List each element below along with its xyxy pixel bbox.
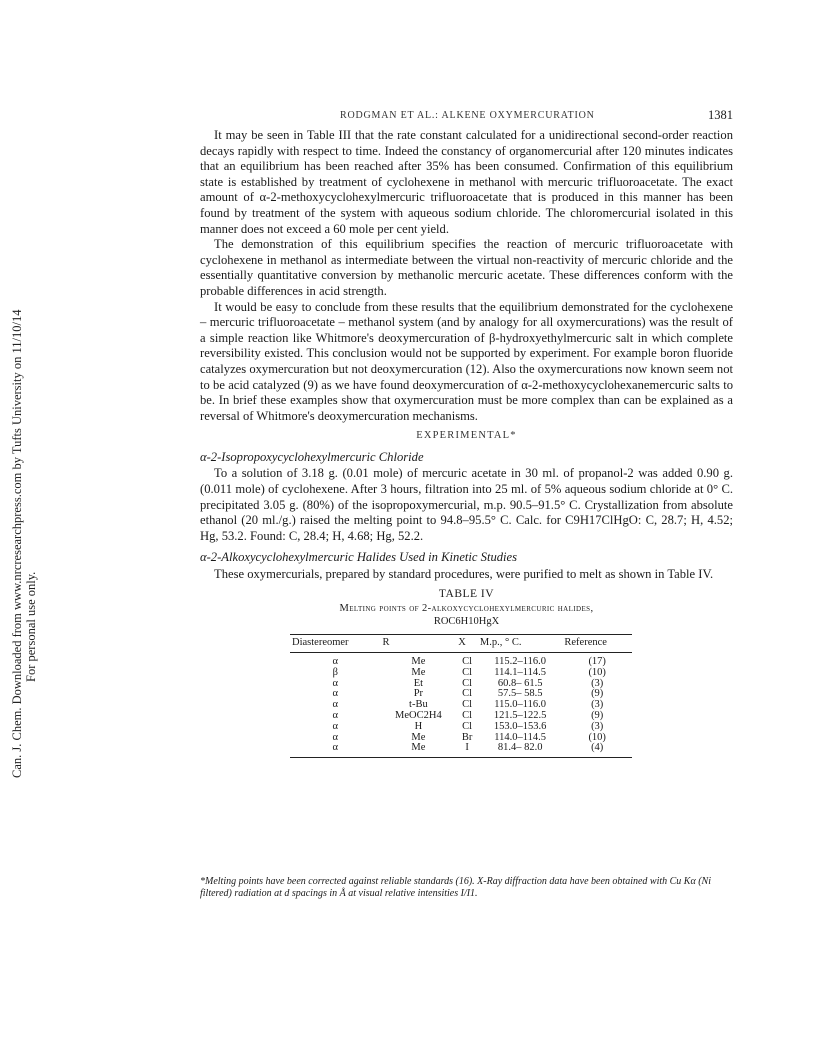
- page-number: 1381: [708, 108, 733, 122]
- download-watermark: [0, 0, 40, 1053]
- table-cell: 115.0–116.0: [494, 699, 547, 711]
- table-cell: MeOC2H4: [395, 710, 442, 721]
- table-cell: α: [332, 720, 339, 732]
- table-row: [290, 653, 632, 668]
- table-cell: Me: [411, 656, 426, 668]
- subsection-heading: α-2-Alkoxycyclohexylmercuric Halides Used in Kinetic Studies: [200, 550, 518, 565]
- table-cell: Cl: [462, 688, 473, 700]
- table-cell: Cl: [462, 720, 473, 732]
- table-cell: Pr: [413, 688, 424, 700]
- table-cell: Cl: [462, 666, 473, 678]
- column-header: M.p., ° C.: [478, 635, 562, 653]
- footnote: *Melting points have been corrected against reliable standards (16). X-Ray diffraction data have been obtained with Cu Kα (Ni filtered) radiation at d spacings in Å at visual relative intensities I/I1.: [200, 876, 712, 899]
- table-cell: Cl: [462, 710, 473, 721]
- section-heading: EXPERIMENTAL*: [416, 430, 517, 442]
- table-row: [290, 700, 632, 711]
- table-cell: α: [332, 710, 339, 721]
- table-cell: (3): [591, 699, 604, 711]
- table-title: TABLE IV: [438, 587, 495, 600]
- table-cell: Br: [461, 731, 473, 743]
- table-cell: 114.1–114.5: [494, 666, 547, 678]
- table-cell: Cl: [462, 677, 473, 689]
- column-header: X: [456, 635, 478, 653]
- table-header-row: [290, 635, 632, 653]
- article-body: [200, 128, 733, 758]
- table-row: [290, 743, 632, 757]
- paragraph: These oxymercurials, prepared by standard procedures, were purified to melt as shown in Table IV.: [214, 567, 714, 582]
- table-row: [290, 689, 632, 700]
- table-cell: H: [414, 720, 423, 732]
- melting-point-table: [290, 634, 632, 758]
- table-cell: (3): [591, 677, 604, 689]
- table-cell: 81.4– 82.0: [478, 743, 562, 757]
- table-cell: β: [332, 666, 338, 678]
- table-cell: (3): [591, 720, 604, 732]
- table-formula: ROC6H10HgX: [433, 616, 500, 628]
- table-cell: I: [456, 743, 478, 757]
- table-cell: 121.5–122.5: [493, 710, 547, 721]
- paragraph: To a solution of 3.18 g. (0.01 mole) of mercuric acetate in 30 ml. of propanol-2 was added 0.90 g. (0.011 mole) of cyclohexene. After 3 hours, filtration into 25 ml. of 5% aqueous sodium chloride at 0° C. precipitated 3.05 g. (80%) of the isopropoxymercurial, m.p. 90.5–91.5° C. Crystallization from absolute ethanol (20 ml./g.) raised the melting point to 94.8–95.5° C. Calc. for C9H17ClHgO: C, 28.7; H, 4.52; Hg, 53.2. Found: C, 28.4; H, 4.68; Hg, 52.2.: [200, 466, 733, 543]
- table-row: [290, 668, 632, 679]
- table-cell: α: [332, 731, 339, 743]
- table-row: [290, 733, 632, 744]
- subsection-heading: α-2-Isopropoxycyclohexylmercuric Chloride: [200, 449, 424, 464]
- table-cell: (9): [591, 710, 604, 721]
- table-cell: Me: [411, 731, 426, 743]
- personal-use-notice: For personal use only.: [24, 571, 38, 682]
- table-cell: Me: [381, 743, 457, 757]
- table-cell: (17): [588, 656, 606, 668]
- table-cell: α: [290, 743, 381, 757]
- table-caption: Melting points of 2-alkoxycyclohexylmercuric halides,: [339, 603, 594, 615]
- page-header: [200, 110, 733, 126]
- table-cell: t-Bu: [409, 699, 428, 711]
- table-cell: Cl: [462, 699, 473, 711]
- table-cell: 57.5– 58.5: [497, 688, 543, 700]
- paragraph: It would be easy to conclude from these results that the equilibrium demonstrated for the cyclohexene – mercuric trifluoroacetate – methanol system (and by analogy for all oxymercurations) was the result of a simple reaction like Whitmore's deoxymercuration of β-hydroxyethylmercuric salt in which complete reversibility existed. This conclusion would not be supported by experiment. For example boron fluoride catalyzes oxymercuration but not deoxymercuration (12). Also the oxymercurations now known seem not to be acid catalyzed (9) as we have found deoxymercuration of α-2-methoxycyclohexanemercuric salts to be. In brief these examples show that oxymercuration must be more complex than can be explained as a reversal of Whitmore's deoxymercuration mechanisms.: [200, 299, 733, 423]
- table-cell: α: [332, 699, 339, 711]
- table-cell: 115.2–116.0: [494, 656, 547, 668]
- table-cell: (10): [588, 731, 606, 743]
- table-cell: α: [332, 677, 339, 689]
- table-cell: (10): [588, 666, 606, 678]
- column-header: Reference: [562, 635, 632, 653]
- table-cell: 153.0–153.6: [493, 720, 547, 732]
- paragraph: The demonstration of this equilibrium specifies the reaction of mercuric trifluoroacetate with cyclohexene in methanol as intermediate between the virtual non-reactivity of mercuric chloride and the essentially quantitative conversion by methanolic mercuric acetate. These differences conform with the probable differences in acid strength.: [200, 237, 733, 298]
- table-row: [290, 722, 632, 733]
- table-cell: α: [332, 656, 339, 668]
- table-cell: 60.8– 61.5: [497, 677, 543, 689]
- download-notice: Can. J. Chem. Downloaded from www.nrcresearchpress.com by Tufts University on 11/10/14: [10, 309, 24, 778]
- table-cell: (4): [562, 743, 632, 757]
- table-cell: Cl: [462, 656, 473, 668]
- column-header: Diastereomer: [290, 635, 381, 653]
- table-cell: Me: [411, 666, 426, 678]
- paragraph: It may be seen in Table III that the rate constant calculated for a unidirectional second-order reaction decays rapidly with respect to time. Indeed the constancy of organomercurial after 120 minutes indicates that an equilibrium has been reached after 35% has been consumed. Confirmation of this equilibrium state is established by treatment of cyclohexene in methanol with mercuric trifluoroacetate. The exact amount of α-2-methoxycyclohexylmercuric trifluoroacetate that is produced in this manner has been found by treatment of the system with aqueous sodium chloride. The chloromercurial isolated in this manner does not exceed a 60 mole per cent yield.: [200, 128, 733, 236]
- table-cell: (9): [591, 688, 604, 700]
- table-cell: 114.0–114.5: [494, 731, 547, 743]
- table-row: [290, 711, 632, 722]
- running-title: RODGMAN ET AL.: ALKENE OXYMERCURATION: [340, 110, 595, 121]
- table-cell: Et: [413, 677, 424, 689]
- table-cell: α: [332, 688, 339, 700]
- column-header: R: [381, 635, 457, 653]
- table-row: [290, 679, 632, 690]
